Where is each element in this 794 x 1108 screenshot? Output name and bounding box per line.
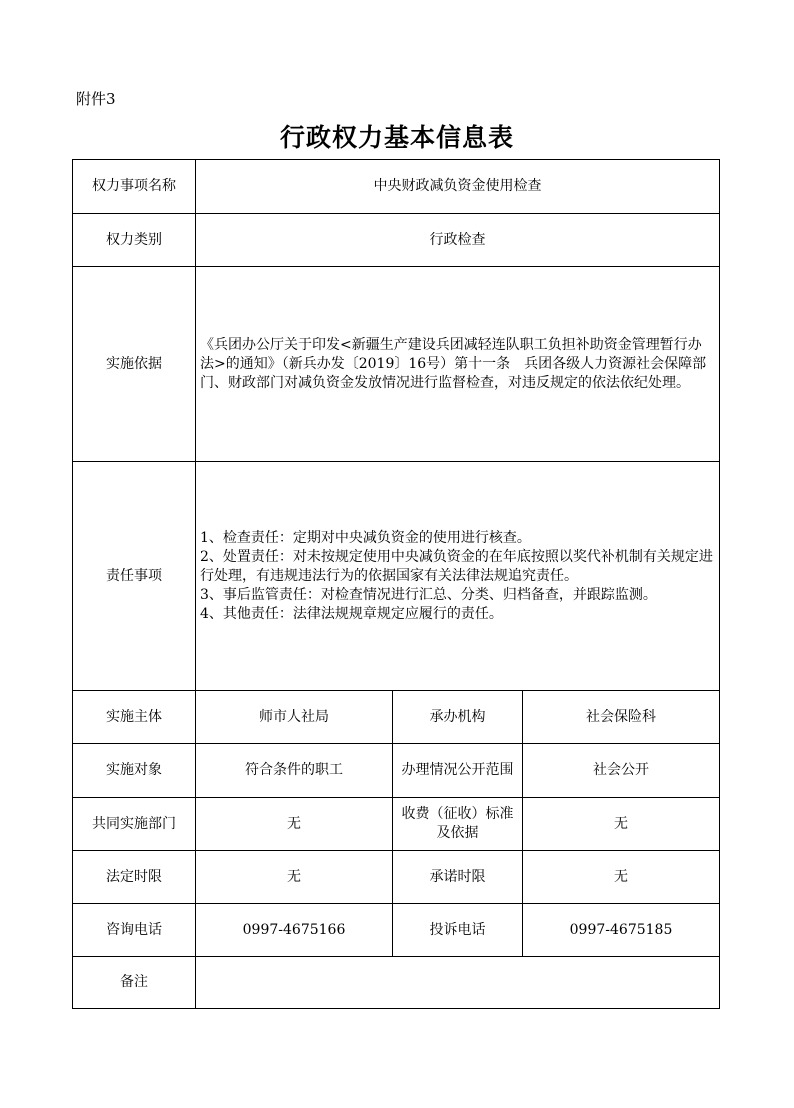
table-row-time-limit [73,851,720,904]
row-label-fee: 收费（征收）标准及依据 [393,798,523,851]
row-label-responsibility: 责任事项 [73,462,196,691]
row-label-basis: 实施依据 [73,267,196,462]
row-label-target: 实施对象 [73,744,196,798]
row-value-promise: 无 [523,851,720,904]
row-label-disclosure: 办理情况公开范围 [393,744,523,798]
row-label-agency: 承办机构 [393,691,523,744]
attachment-label: 附件3 [76,90,116,108]
row-value-complaint-phone: 0997-4675185 [523,904,720,957]
responsibility-item: 1、检查责任：定期对中央减负资金的使用进行核查。 [200,529,531,546]
table-row-basis [73,267,720,462]
row-label-subject: 实施主体 [73,691,196,744]
responsibility-item: 2、处置责任：对未按规定使用中央减负资金的在年底按照以奖代补机制有关规定进行处理，有违规违法行为的依据国家有关法律法规追究责任。 [200,548,713,584]
row-label-remarks: 备注 [73,957,196,1009]
table-row-name [73,160,720,214]
row-value-consult-phone: 0997-4675166 [196,904,393,957]
row-value-target: 符合条件的职工 [196,744,393,798]
row-value-category: 行政检查 [196,214,720,267]
table-row-responsibility [73,462,720,691]
responsibility-item: 3、事后监管责任：对检查情况进行汇总、分类、归档备查，并跟踪监测。 [200,586,657,603]
table-row-joint [73,798,720,851]
table-row-subject [73,691,720,744]
row-value-name: 中央财政减负资金使用检查 [196,160,720,214]
table-row-phone [73,904,720,957]
row-value-time-limit: 无 [196,851,393,904]
row-label-joint: 共同实施部门 [73,798,196,851]
row-value-disclosure: 社会公开 [523,744,720,798]
row-value-basis: 《兵团办公厅关于印发<新疆生产建设兵团减轻连队职工负担补助资金管理暂行办法>的通知》（新兵办发〔2019〕16号）第十一条 兵团各级人力资源社会保障部门、财政部门对减负资金发放情况进行监督检查，对违反规定的依法依纪处理。 [196,267,720,462]
responsibility-item: 4、其他责任：法律法规规章规定应履行的责任。 [200,605,503,622]
row-value-subject: 师市人社局 [196,691,393,744]
row-label-consult-phone: 咨询电话 [73,904,196,957]
row-value-fee: 无 [523,798,720,851]
row-value-agency: 社会保险科 [523,691,720,744]
row-label-promise: 承诺时限 [393,851,523,904]
page-title: 行政权力基本信息表 [279,123,514,152]
row-value-remarks [196,957,720,1009]
row-value-joint: 无 [196,798,393,851]
table-row-remarks [73,957,720,1009]
info-table [72,159,720,1009]
row-value-responsibility [196,462,720,691]
table-row-target [73,744,720,798]
row-label-name: 权力事项名称 [73,160,196,214]
row-label-complaint-phone: 投诉电话 [393,904,523,957]
row-label-category: 权力类别 [73,214,196,267]
row-label-time-limit: 法定时限 [73,851,196,904]
table-row-category [73,214,720,267]
